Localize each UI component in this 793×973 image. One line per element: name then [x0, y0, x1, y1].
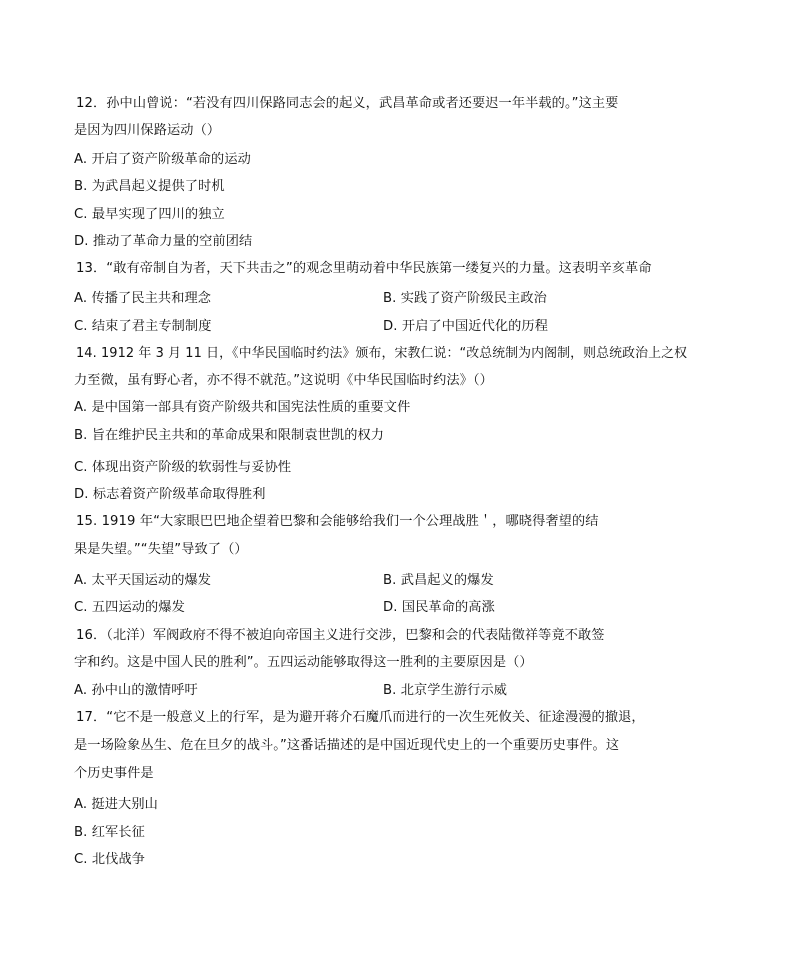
q15-stem-line-2: 果是失望。”“失望”导致了（） — [74, 542, 248, 557]
q13-stem-line-1: 13．“敢有帝制自为者，天下共击之”的观念里萌动着中华民族第一缕复兴的力量。这表明辛亥革命 — [76, 261, 652, 276]
q15-option-a: A. 太平天国运动的爆发 — [74, 573, 212, 588]
q14-option-d: D. 标志着资产阶级革命取得胜利 — [74, 487, 266, 502]
q16-stem-line-1: 16．（北洋）军阀政府不得不被迫向帝国主义进行交涉，巴黎和会的代表陆徵祥等竟不敢签 — [76, 628, 605, 643]
q14-option-b: B. 旨在维护民主共和的革命成果和限制袁世凯的权力 — [74, 428, 385, 443]
q14-option-c: C. 体现出资产阶级的软弱性与妥协性 — [74, 460, 292, 475]
q14-stem-line-1: 14. 1912 年 3 月 11 日，《中华民国临时约法》颁布，宋教仁说：“改总统制为内阁制，则总统政治上之权 — [76, 346, 688, 361]
q13-option-d: D. 开启了中国近代化的历程 — [383, 319, 548, 334]
q12-option-b: B. 为武昌起义提供了时机 — [74, 179, 225, 194]
q15-option-c: C. 五四运动的爆发 — [74, 600, 185, 615]
q15-stem-line-1: 15. 1919 年“大家眼巴巴地企望着巴黎和会能够给我们一个公理战胜＇，哪晓得奢望的结 — [76, 514, 599, 529]
q17-stem-line-2: 是一场险象丛生、危在旦夕的战斗。”这番话描述的是中国近现代史上的一个重要历史事件。这 — [74, 738, 620, 753]
q17-stem-line-3: 个历史事件是 — [74, 766, 154, 781]
q17-option-a: A. 挺进大别山 — [74, 797, 158, 812]
q12-stem-line-2: 是因为四川保路运动（） — [74, 123, 221, 138]
q17-option-b: B. 红军长征 — [74, 825, 145, 840]
q12-option-d: D. 推动了革命力量的空前团结 — [74, 234, 253, 249]
q15-option-b: B. 武昌起义的爆发 — [383, 573, 494, 588]
q16-stem-line-2: 字和约。这是中国人民的胜利”。五四运动能够取得这一胜利的主要原因是（） — [74, 655, 533, 670]
q13-option-c: C. 结束了君主专制制度 — [74, 319, 212, 334]
q15-option-d: D. 国民革命的高涨 — [383, 600, 495, 615]
q17-option-c: C. 北伐战争 — [74, 852, 146, 867]
q16-option-a: A. 孙中山的激情呼吁 — [74, 683, 198, 698]
q12-option-c: C. 最早实现了四川的独立 — [74, 207, 225, 222]
q12-option-a: A. 开启了资产阶级革命的运动 — [74, 152, 251, 167]
q12-stem-line-1: 12．孙中山曾说：“若没有四川保路同志会的起义，武昌革命或者还要迟一年半载的。”这主要 — [76, 96, 619, 111]
q17-stem-line-1: 17．“它不是一般意义上的行军，是为避开蒋介石魔爪而进行的一次生死攸关、征途漫漫的撤退， — [76, 710, 645, 725]
q16-option-b: B. 北京学生游行示威 — [383, 683, 508, 698]
q13-option-a: A. 传播了民主共和理念 — [74, 291, 212, 306]
q13-option-b: B. 实践了资产阶级民主政治 — [383, 291, 547, 306]
q14-option-a: A. 是中国第一部具有资产阶级共和国宪法性质的重要文件 — [74, 400, 411, 415]
q14-stem-line-2: 力至微，虽有野心者，亦不得不就范。”这说明《中华民国临时约法》（） — [74, 373, 493, 388]
